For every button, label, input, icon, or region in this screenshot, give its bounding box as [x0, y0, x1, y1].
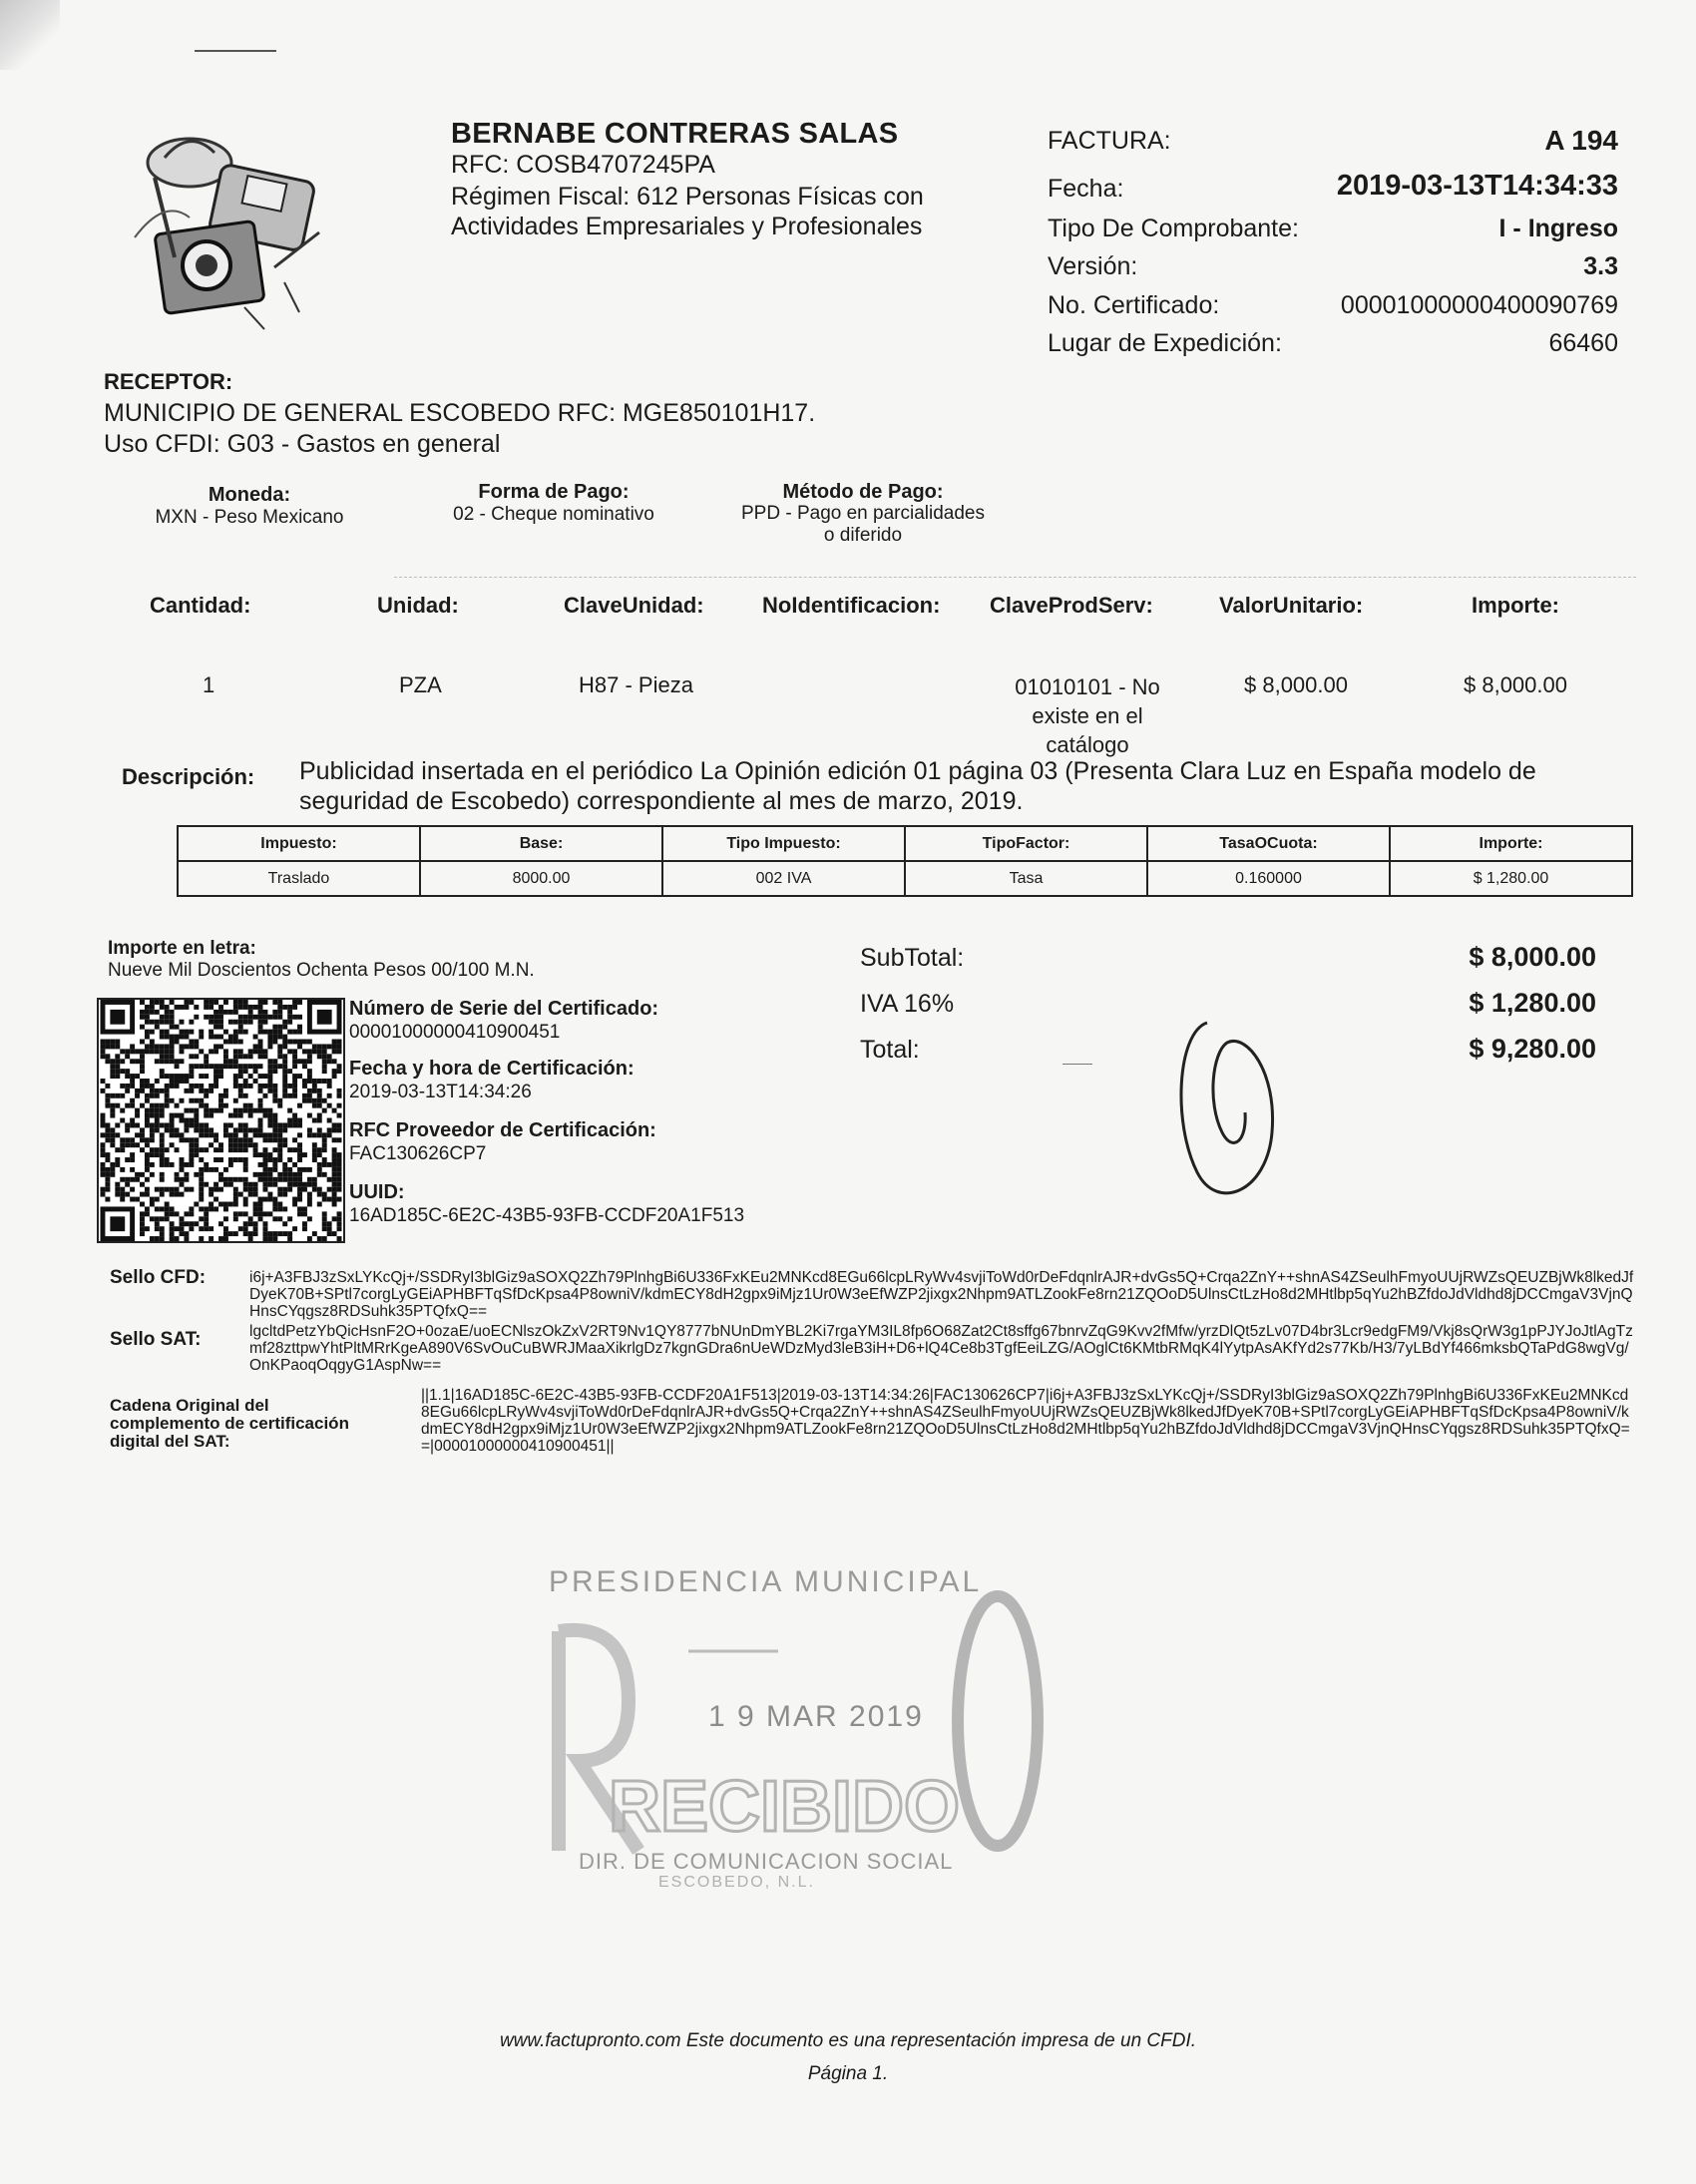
factura-number: A 194 [1544, 125, 1618, 156]
descripcion-label: Descripción: [122, 764, 255, 789]
item-importe: $ 8,000.00 [1464, 672, 1567, 697]
tax-col-importe: Importe: [1390, 826, 1632, 861]
page-corner-curl [0, 0, 60, 70]
col-no-identificacion: NoIdentificacion: [762, 593, 941, 618]
forma-pago-value: 02 - Cheque nominativo [453, 504, 654, 525]
cadena-label-line2: complemento de certificación [110, 1414, 349, 1433]
certificado-value: 00001000000400090769 [1340, 291, 1618, 319]
item-clave-prod-serv [978, 672, 1197, 759]
moneda-value: MXN - Peso Mexicano [155, 507, 344, 528]
footer-page: Página 1. [807, 2063, 889, 2084]
tax-table [177, 825, 1633, 897]
moneda-block [115, 484, 384, 529]
fecha-certificacion-label: Fecha y hora de Certificación: [349, 1058, 635, 1080]
total-label: Total: [860, 1036, 920, 1064]
footer-line1: www.factupronto.com Este documento es una representación impresa de un CFDI. [499, 2030, 1197, 2051]
item-valor-unitario: $ 8,000.00 [1244, 672, 1348, 697]
stamp-date: 1 9 MAR 2019 [708, 1700, 924, 1733]
cadena-label-line3: digital del SAT: [110, 1432, 230, 1451]
descripcion-text: Publicidad insertada en el periódico La Opinión edición 01 página 03 (Presenta Clara Luz en España modelo de seguridad de Escobedo) correspondiente al mes de marzo, 2019. [299, 757, 1536, 815]
tax-tipo-factor: Tasa [905, 861, 1147, 896]
forma-pago-block [419, 481, 688, 526]
dash-mark [1062, 1064, 1092, 1065]
col-cantidad: Cantidad: [150, 593, 251, 618]
metodo-pago-block [708, 481, 1018, 547]
show-through-text [30, 95, 63, 232]
moneda-label: Moneda: [208, 484, 291, 506]
issuer-rfc: RFC: COSB4707245PA [451, 151, 715, 179]
tax-impuesto: Traslado [178, 861, 420, 896]
sello-sat-label: Sello SAT: [110, 1329, 202, 1350]
item-clave-prod-line3: catálogo [1046, 732, 1129, 757]
sello-cfd-label: Sello CFD: [110, 1267, 207, 1288]
stamp-bottom-text: DIR. DE COMUNICACION SOCIAL [579, 1849, 954, 1874]
tax-tasa-cuota: 0.160000 [1147, 861, 1390, 896]
tax-col-tipo-impuesto: Tipo Impuesto: [662, 826, 905, 861]
col-clave-unidad: ClaveUnidad: [564, 593, 704, 618]
version-label: Versión: [1048, 252, 1138, 280]
handwritten-mark-icon [1167, 1013, 1287, 1212]
sello-cfd-value: i6j+A3FBJ3zSxLYKcQj+/SSDRyI3blGiz9aSOXQ2Zh79PlnhgBi6U336FxKEu2MNKcd8EGu66lcpLRyWv4svjiToWd0rDeFdqnlrAJR+dvGs5Q+Crqa2ZnY++shnAS4ZSeulhFmyoUUjRWZsQEUZBjWk8lkedJfDyeK70B+SPtl7corgLyGEiAPHBFTqSfDcKpsa4P8owniV/kdmECY8dH2gpx9iMjz1Ur0W3eEfWZP2jixgx2Nhpm9ATLZookFe8rn21ZQOoD5UlnsCtLzHo8d2MHtlbp5qYu2hBZfdoJdVldhd8jDCCmgaV3VjnQHnsCYqgsz8RDSuhk35PTQfxQ== [249, 1269, 1634, 1320]
tax-col-tasa-cuota: TasaOCuota: [1147, 826, 1390, 861]
col-importe: Importe: [1472, 593, 1559, 618]
fecha-certificacion-value: 2019-03-13T14:34:26 [349, 1082, 532, 1102]
receptor-title: RECEPTOR: [104, 369, 233, 394]
qr-code-icon [99, 1000, 343, 1241]
item-clave-prod-line1: 01010101 - No [1015, 674, 1160, 699]
iva-value: $ 1,280.00 [1469, 988, 1596, 1018]
certificado-label: No. Certificado: [1048, 291, 1220, 319]
fecha-label: Fecha: [1048, 175, 1124, 203]
lugar-expedicion-value: 66460 [1548, 329, 1618, 357]
corner-mark [195, 50, 276, 52]
tax-base: 8000.00 [420, 861, 662, 896]
item-clave-prod-line2: existe en el [1032, 703, 1143, 728]
qr-code-box [97, 998, 345, 1243]
fecha-value: 2019-03-13T14:34:33 [1336, 170, 1618, 202]
tax-col-base: Base: [420, 826, 662, 861]
uuid-label: UUID: [349, 1181, 405, 1203]
factura-label: FACTURA: [1048, 127, 1171, 155]
subtotal-value: $ 8,000.00 [1469, 942, 1596, 972]
issuer-regimen-line2: Actividades Empresariales y Profesionales [451, 213, 923, 240]
rfc-proveedor-value: FAC130626CP7 [349, 1143, 487, 1164]
item-clave-unidad: H87 - Pieza [579, 672, 693, 697]
camera-logo-icon [125, 118, 339, 332]
tax-col-impuesto: Impuesto: [178, 826, 420, 861]
sello-sat-value: lgcltdPetzYbQicHsnF2O+0ozaE/uoECNlszOkZxV2RT9Nv1QY8777bNUnDmYBL2Ki7rgaYM3IL8fp6O68Zat2Ct8sffg67bnrvZqG9Kvv2fMfw/yrzDlQt5zLv07D4br3Lcr9edgFM9/Vkj8sQrW3g1pPJYJoJtlAgTzmf28zttpwYhtPltMRrKgeA890V6SvOuCuBWRJMaaXikrlgDz7kgnGDra6nUeWDzMyd3leB3iH+D6+lQ4Ce8b3TgfEeiLZG/AOglCt6KMtbRMqK4lYytpAsAKfYd2s77Kb/H3/7yLBdYf466mksbQTaPdG8wgVg/OnKPaoqOqgyG1AspNw== [249, 1323, 1633, 1374]
tax-col-tipo-factor: TipoFactor: [905, 826, 1147, 861]
importe-letra-value: Nueve Mil Doscientos Ochenta Pesos 00/100 M.N. [108, 960, 535, 981]
rfc-proveedor-label: RFC Proveedor de Certificación: [349, 1119, 656, 1141]
cadena-original-label [110, 1397, 399, 1451]
col-valor-unitario: ValorUnitario: [1219, 593, 1364, 618]
cadena-label-line1: Cadena Original del [110, 1396, 269, 1415]
issuer-name: BERNABE CONTRERAS SALAS [451, 118, 899, 150]
importe-letra-label: Importe en letra: [108, 938, 256, 959]
received-stamp [539, 1551, 1058, 1891]
metodo-pago-value: PPD - Pago en parcialidades [741, 503, 985, 524]
receptor-name-rfc: MUNICIPIO DE GENERAL ESCOBEDO RFC: MGE850101H17. [104, 399, 816, 427]
tax-tipo-impuesto: 002 IVA [662, 861, 905, 896]
serie-certificado-value: 00001000000410900451 [349, 1022, 561, 1043]
stamp-top-text: PRESIDENCIA MUNICIPAL [549, 1565, 983, 1598]
tipo-comprobante-value: I - Ingreso [1498, 215, 1618, 242]
item-cantidad: 1 [203, 672, 215, 697]
serie-certificado-label: Número de Serie del Certificado: [349, 998, 659, 1020]
metodo-pago-value-cont: o diferido [823, 525, 903, 546]
total-value: $ 9,280.00 [1469, 1034, 1596, 1064]
tipo-comprobante-label: Tipo De Comprobante: [1048, 215, 1299, 242]
item-unidad: PZA [399, 672, 442, 697]
metodo-pago-label: Método de Pago: [782, 481, 944, 503]
tax-importe: $ 1,280.00 [1390, 861, 1632, 896]
cadena-original-value: ||1.1|16AD185C-6E2C-43B5-93FB-CCDF20A1F513|2019-03-13T14:34:26|FAC130626CP7|i6j+A3FBJ3zSxLYKcQj+/SSDRyI3blGiz9aSOXQ2Zh79PlnhgBi6U336FxKEu2MNKcd8EGu66lcpLRyWv4svjiToWd0rDeFdqnlrAJR+dvGs5Q+Crqa2ZnY++shnAS4ZSeulhFmyoUUjRWZsQEUZBjWk8lkedJfDyeK70B+SPtl7corgLyGEiAPHBFTqSfDcKpsa4P8owniV/kdmECY8dH2gpx9iMjz1Ur0W3eEfWZP2jixgx2Nhpm9ATLZookFe8rn21ZQOoD5UlnsCtLzHo8d2MHtlbp5qYu2hBZfdoJdVldhd8jDCCmgaV3VjnQHnsCYqgsz8RDSuhk35PTQfxQ==|00001000000410900451|| [421, 1387, 1630, 1455]
iva-label: IVA 16% [860, 990, 955, 1018]
subtotal-label: SubTotal: [860, 944, 965, 972]
tax-table-header [178, 826, 1632, 861]
forma-pago-label: Forma de Pago: [478, 481, 630, 503]
receptor-uso-cfdi: Uso CFDI: G03 - Gastos en general [104, 430, 501, 458]
version-value: 3.3 [1583, 252, 1618, 280]
lugar-expedicion-label: Lugar de Expedición: [1048, 329, 1282, 357]
uuid-value: 16AD185C-6E2C-43B5-93FB-CCDF20A1F513 [349, 1205, 745, 1226]
stamp-bottom-text-2: ESCOBEDO, N.L. [658, 1874, 815, 1891]
tax-table-row [178, 861, 1632, 896]
col-unidad: Unidad: [377, 593, 459, 618]
col-clave-prod-serv: ClaveProdServ: [990, 593, 1153, 618]
stamp-word: RECIBIDO [609, 1767, 961, 1847]
divider-dashed [394, 577, 1636, 578]
issuer-regimen-line1: Régimen Fiscal: 612 Personas Físicas con [451, 183, 924, 211]
